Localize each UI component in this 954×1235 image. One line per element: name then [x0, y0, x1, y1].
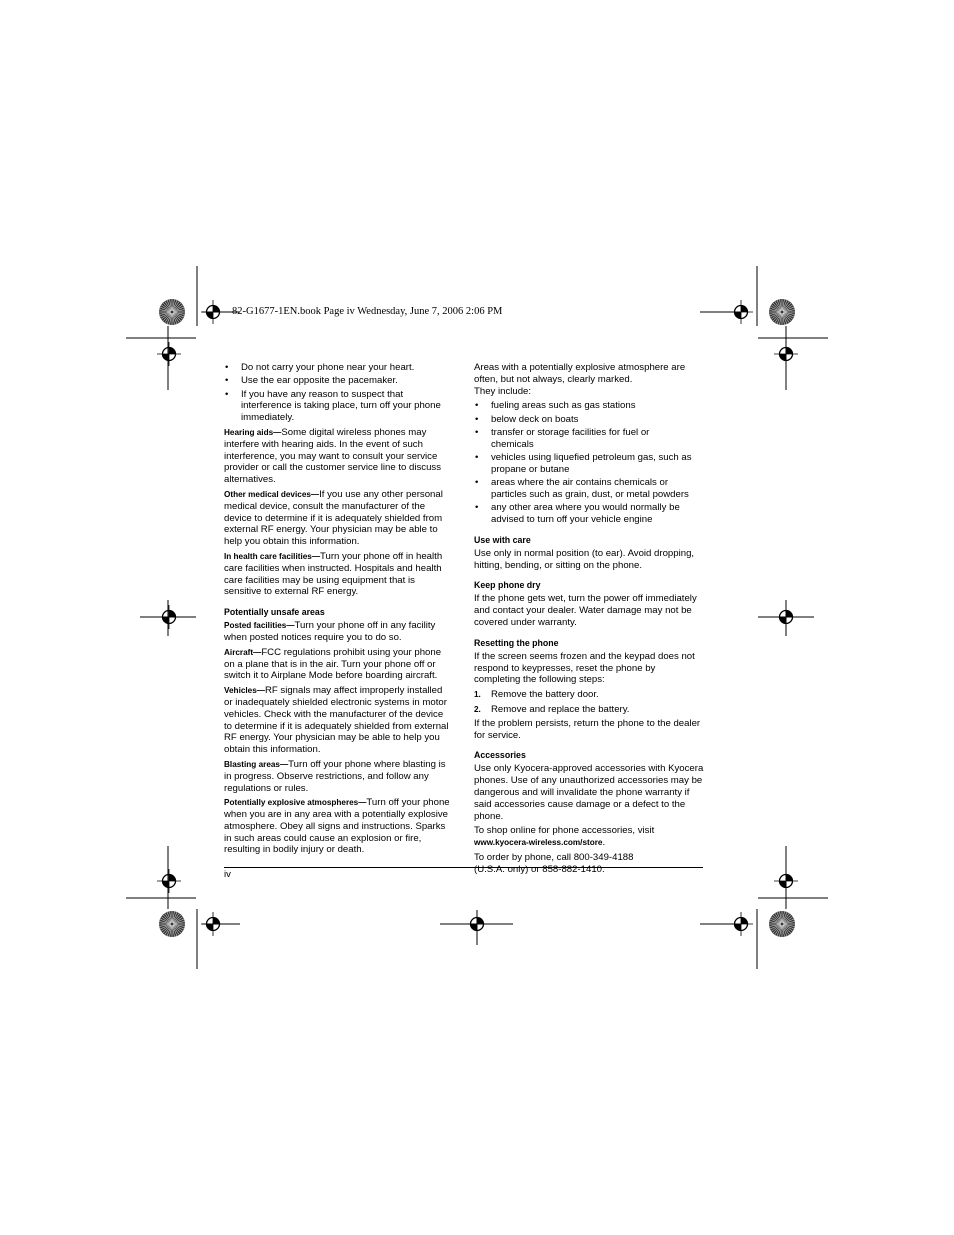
accessories-heading: Accessories: [474, 750, 526, 761]
hearing-aids-paragraph: Hearing aids—Some digital wireless phones may interfere with hearing aids. In the event of such interference, you may want to consult your service provider or call the customer service line to discuss alternatives.: [224, 426, 442, 486]
unsafe-areas-heading: Potentially unsafe areas: [224, 607, 325, 618]
use-with-care-heading: Use with care: [474, 534, 531, 545]
list-item: • fueling areas such as gas stations: [475, 400, 636, 412]
shop-url-line: www.kyocera-wireless.com/store.: [474, 837, 606, 849]
right-column: [474, 362, 704, 876]
list-item: • any other area where you would normally be advised to turn off your vehicle engine: [475, 502, 680, 526]
list-item: 1. Remove the battery door.: [474, 689, 599, 701]
list-item: • vehicles using liquefied petroleum gas, such as propane or butane: [475, 452, 692, 475]
medical-devices-paragraph: Other medical devices—If you use any other personal medical device, consult the manufacturer of the device to determine if it is adequately shielded from external RF energy. Your physician may be able to help you obtain this information.: [224, 488, 443, 548]
they-include: They include:: [474, 385, 532, 397]
left-column: [224, 362, 452, 859]
footer-rule: [224, 867, 703, 868]
shop-url-link[interactable]: www.kyocera-wireless.com/store: [474, 838, 603, 848]
order-phone-line-2: (U.S.A. only) or 858-882-1410.: [474, 863, 605, 875]
accessories-text: Use only Kyocera-approved accessories with Kyocera phones. Use of any unauthorized accessories may be dangerous and will invalidate the phone warranty if said accessories cause damage or a defect to the phone.: [474, 763, 704, 822]
shop-online-text: To shop online for phone accessories, visit: [474, 825, 655, 837]
list-item: • transfer or storage facilities for fuel or chemicals: [475, 426, 650, 450]
health-care-paragraph: In health care facilities—Turn your phone off in health care facilities when instructed. Hospitals and health care facilities may be using equipment that is sensitive to external RF energy.: [224, 550, 443, 598]
list-item: 2. Remove and replace the battery.: [474, 703, 630, 715]
list-item: • below deck on boats: [475, 413, 579, 425]
list-item: • If you have any reason to suspect that interference is taking place, turn off your phone immediately.: [225, 388, 441, 424]
resetting-phone-heading: Resetting the phone: [474, 637, 559, 648]
list-item: • Do not carry your phone near your heart.: [225, 362, 415, 373]
order-phone-line-1: To order by phone, call 800-349-4188: [474, 852, 634, 863]
list-item: • Use the ear opposite the pacemaker.: [225, 375, 398, 387]
posted-facilities-paragraph: Posted facilities—Turn your phone off in any facility when posted notices require you to do so.: [224, 620, 436, 643]
print-info-header: 82-G1677-1EN.book Page iv Wednesday, June 7, 2006 2:06 PM: [232, 306, 503, 317]
blasting-areas-paragraph: Blasting areas—Turn off your phone where blasting is in progress. Observe restrictions, and follow any regulations or rules.: [224, 758, 446, 794]
explosive-atmospheres-paragraph: Potentially explosive atmospheres—Turn off your phone when you are in any area with a potentially explosive atmosphere. Obey all signs and instructions. Sparks in such areas could cause an explosion or fire, resulting in bodily injury or death.: [224, 797, 450, 856]
explosive-intro: Areas with a potentially explosive atmosphere are often, but not always, clearly marked.: [474, 362, 686, 385]
keep-phone-dry-heading: Keep phone dry: [474, 580, 541, 591]
vehicles-paragraph: Vehicles—RF signals may affect improperly installed or inadequately shielded electronic systems in motor vehicles. Check with the manufacturer of the device to determine if it is adequately shielded from external RF energy. Your physician may be able to help you obtain this information.: [224, 685, 449, 756]
resetting-phone-text: If the screen seems frozen and the keypad does not respond to keypresses, reset the phone by completing the following steps:: [474, 650, 695, 686]
list-item: • areas where the air contains chemicals or particles such as grain, dust, or metal powders: [475, 477, 689, 500]
keep-phone-dry-text: If the phone gets wet, turn the power off immediately and contact your dealer. Water damage may not be covered under warranty.: [474, 593, 697, 629]
use-with-care-text: Use only in normal position (to ear). Avoid dropping, hitting, bending, or sitting on the phone.: [474, 547, 695, 571]
resetting-phone-after: If the problem persists, return the phone to the dealer for service.: [474, 717, 701, 741]
page-number: iv: [224, 869, 231, 880]
aircraft-paragraph: Aircraft—FCC regulations prohibit using your phone on a plane that is in the air. Turn your phone off or switch it to Airplane Mode before boarding aircraft.: [224, 646, 442, 682]
